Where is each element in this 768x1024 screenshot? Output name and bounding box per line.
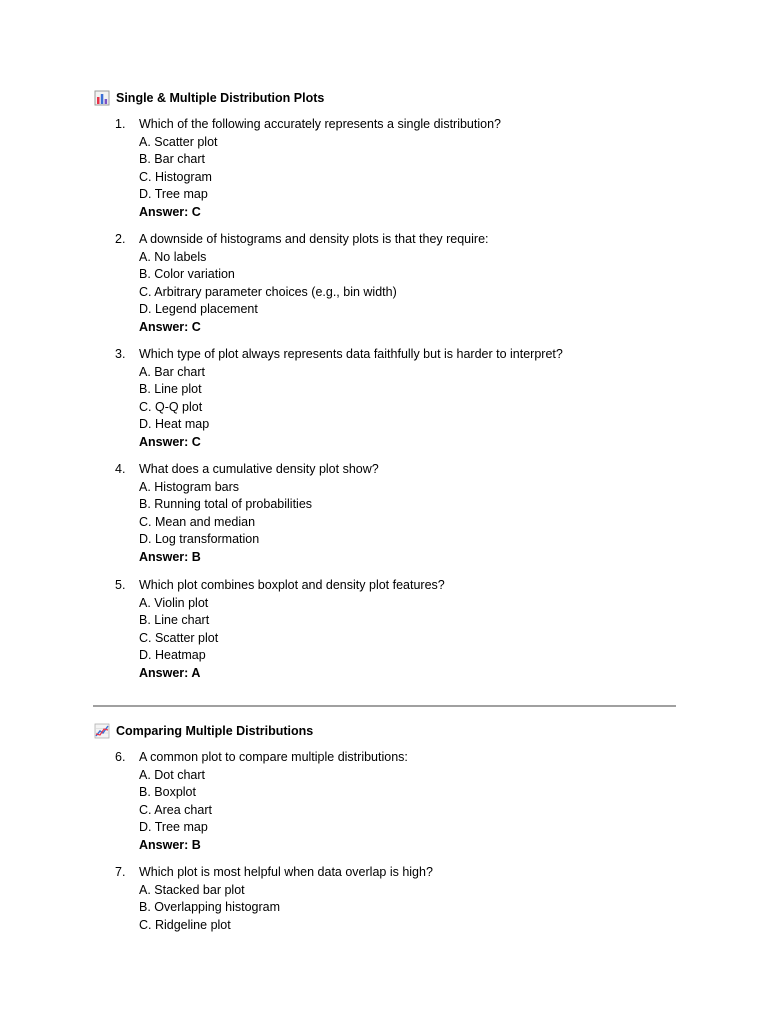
- option-c: C. Scatter plot: [139, 630, 219, 645]
- question-text: What does a cumulative density plot show?: [139, 462, 379, 476]
- option-d: D. Log transformation: [139, 532, 260, 547]
- line-chart-icon: [94, 723, 110, 739]
- section-heading: [94, 90, 324, 106]
- option-c: C. Arbitrary parameter choices (e.g., bin width): [139, 284, 397, 299]
- question-number: 5.: [115, 578, 126, 592]
- question-text: A downside of histograms and density plots is that they require:: [139, 232, 489, 246]
- option-c: C. Ridgeline plot: [139, 917, 231, 932]
- answer-line: Answer: A: [139, 665, 201, 680]
- option-c: C. Histogram: [139, 169, 212, 184]
- option-b: B. Bar chart: [139, 152, 205, 167]
- answer-line: Answer: C: [139, 319, 201, 334]
- section-title: Comparing Multiple Distributions: [116, 724, 314, 738]
- answer-line: Answer: B: [139, 549, 201, 564]
- option-c: C. Mean and median: [139, 514, 256, 529]
- question-text: Which of the following accurately represents a single distribution?: [139, 117, 501, 131]
- option-b: B. Color variation: [139, 267, 235, 282]
- answer-line: Answer: B: [139, 837, 201, 852]
- section-heading: [94, 723, 313, 739]
- question-text: Which plot combines boxplot and density plot features?: [139, 578, 445, 592]
- option-d: D. Legend placement: [139, 302, 258, 317]
- option-b: B. Overlapping histogram: [139, 900, 281, 915]
- question-number: 7.: [115, 865, 126, 879]
- option-b: B. Line chart: [139, 613, 210, 628]
- option-a: A. Bar chart: [139, 364, 205, 379]
- option-a: A. No labels: [139, 249, 207, 264]
- option-a: A. Histogram bars: [139, 479, 240, 494]
- option-b: B. Boxplot: [139, 785, 196, 800]
- section-title: Single & Multiple Distribution Plots: [116, 91, 325, 105]
- option-d: D. Tree map: [139, 820, 208, 835]
- question-text: Which type of plot always represents data faithfully but is harder to interpret?: [139, 347, 563, 361]
- answer-line: Answer: C: [139, 204, 201, 219]
- question-number: 3.: [115, 347, 126, 361]
- option-d: D. Tree map: [139, 187, 208, 202]
- option-a: A. Violin plot: [139, 595, 209, 610]
- question-text: Which plot is most helpful when data overlap is high?: [139, 865, 433, 879]
- option-a: A. Stacked bar plot: [139, 882, 245, 897]
- option-a: A. Dot chart: [139, 767, 205, 782]
- option-a: A. Scatter plot: [139, 134, 218, 149]
- answer-line: Answer: C: [139, 434, 201, 449]
- question-text: A common plot to compare multiple distributions:: [139, 750, 408, 764]
- question-number: 6.: [115, 750, 126, 764]
- question-number: 4.: [115, 462, 126, 476]
- option-b: B. Line plot: [139, 382, 202, 397]
- option-d: D. Heat map: [139, 417, 210, 432]
- section-divider: [93, 705, 676, 707]
- option-c: C. Q-Q plot: [139, 399, 203, 414]
- question-number: 2.: [115, 232, 126, 246]
- question-number: 1.: [115, 117, 126, 131]
- option-c: C. Area chart: [139, 802, 212, 817]
- option-d: D. Heatmap: [139, 648, 206, 663]
- option-b: B. Running total of probabilities: [139, 497, 313, 512]
- bar-chart-icon: [94, 90, 110, 106]
